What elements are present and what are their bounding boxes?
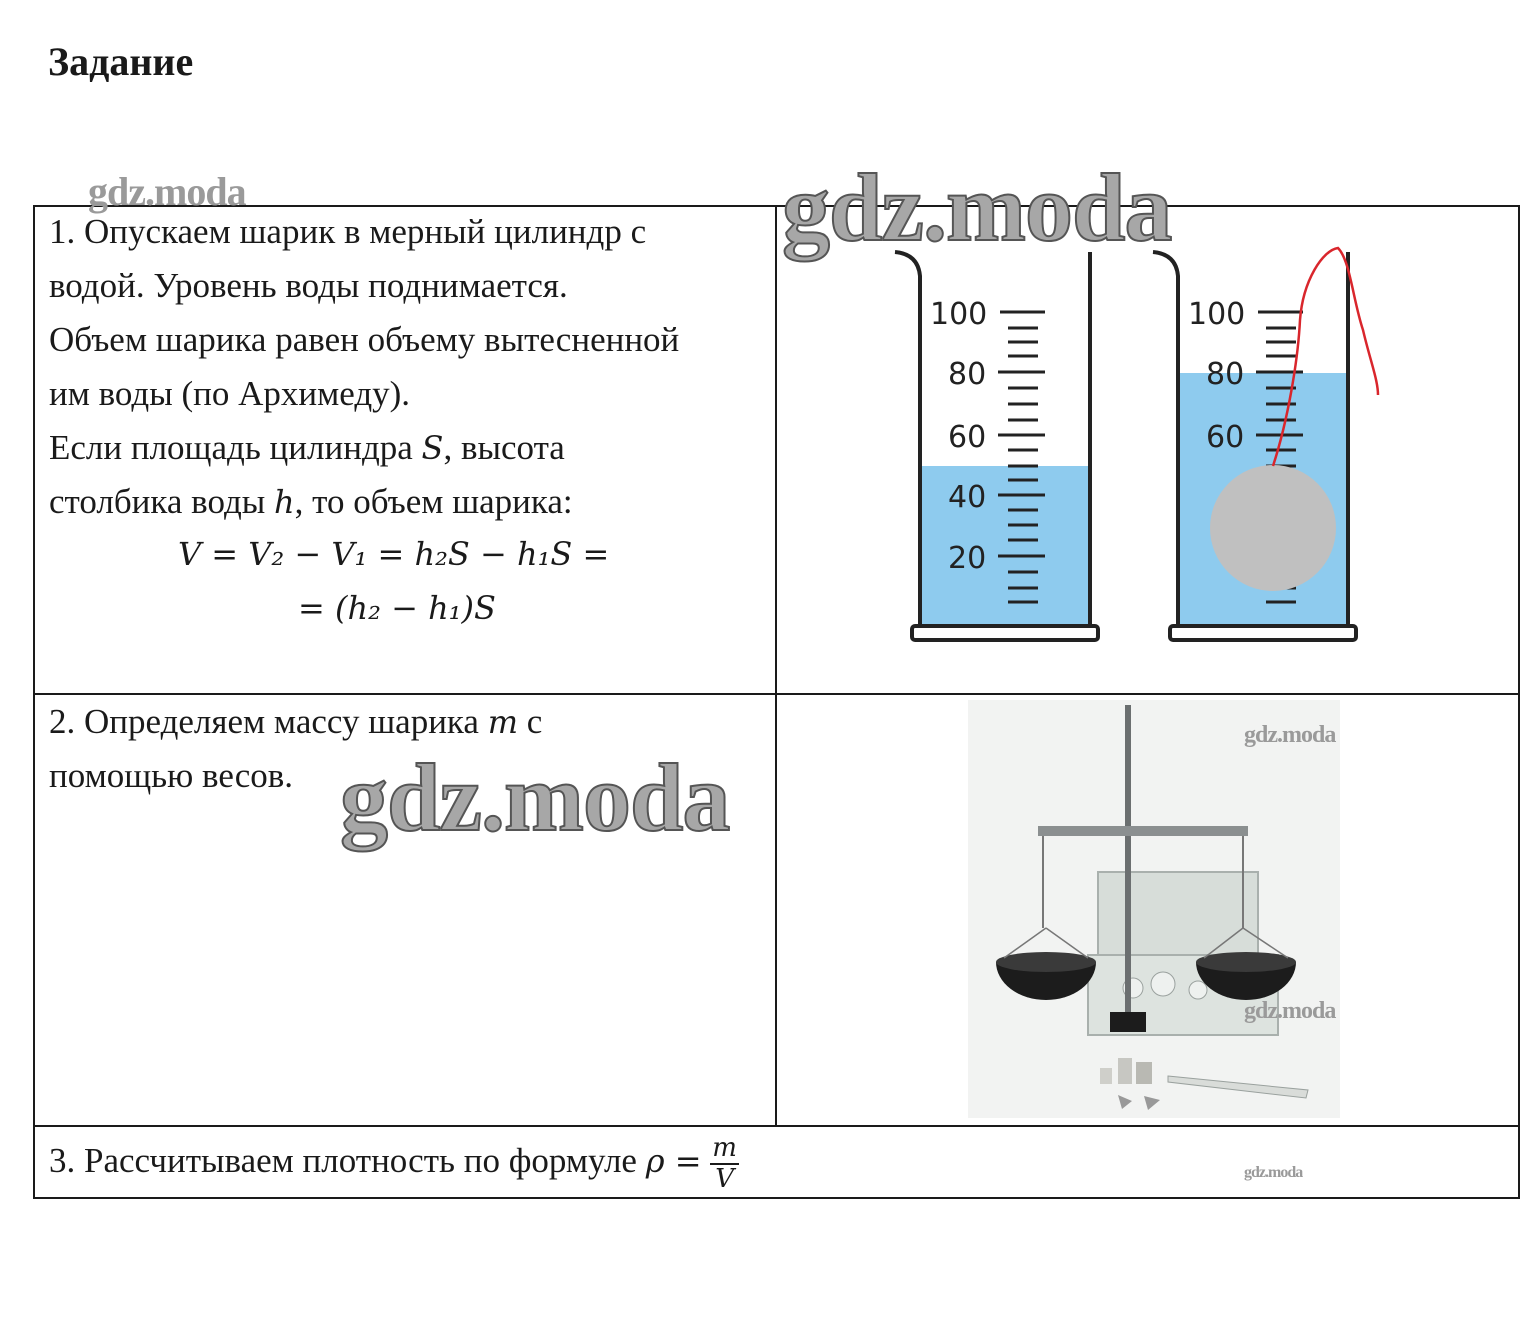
- step-1-line: [49, 475, 679, 529]
- watermark: gdz.moda: [1244, 1164, 1303, 1181]
- fraction-numerator: m: [712, 1133, 737, 1164]
- step-2-line: [49, 695, 542, 749]
- page-title: Задание: [48, 39, 194, 84]
- scale-label: 80: [948, 357, 987, 392]
- measuring-cylinders-illustration: [880, 240, 1380, 650]
- cylinder-base: [1170, 626, 1356, 640]
- cylinder-before: [895, 252, 1098, 640]
- step-1-line: им воды (по Архимеду).: [49, 374, 411, 413]
- text-fragment: Если площадь цилиндра: [49, 428, 422, 467]
- watermark: gdz.moda: [1244, 998, 1336, 1024]
- weights-case-lid: [1098, 872, 1258, 962]
- scale-label: 40: [948, 480, 987, 515]
- watermark: gdz.moda: [782, 154, 1172, 261]
- scale-beam: [1038, 826, 1248, 836]
- cylinder-after: [1153, 248, 1378, 640]
- step-3-text: [49, 1127, 739, 1195]
- water-before: [920, 466, 1090, 626]
- text-fragment: столбика воды: [49, 482, 275, 521]
- table-border-right: [1518, 205, 1520, 1199]
- weight: [1136, 1062, 1152, 1084]
- watermark: gdz.moda: [1244, 722, 1336, 748]
- step-1-line: 1. Опускаем шарик в мерный цилиндр с: [49, 212, 647, 251]
- scale-label: 20: [948, 541, 987, 576]
- text-fragment: с: [518, 702, 543, 741]
- scale-label: 60: [1206, 420, 1245, 455]
- step-2-line: помощью весов.: [49, 756, 294, 795]
- scale-foot: [1110, 1012, 1146, 1032]
- text-fragment: , то объем шарика:: [294, 482, 573, 521]
- step-1-line: водой. Уровень воды поднимается.: [49, 266, 568, 305]
- text-fragment: 3. Рассчитываем плотность по формуле: [49, 1141, 646, 1180]
- weight: [1118, 1058, 1132, 1084]
- table-border-left: [33, 205, 35, 1199]
- column-divider: [775, 205, 777, 1127]
- scale-label: 80: [1206, 357, 1245, 392]
- watermark: gdz.moda: [340, 744, 730, 851]
- var-s: S: [421, 429, 444, 467]
- text-fragment: , высота: [443, 428, 565, 467]
- balance-scale-illustration: [968, 700, 1340, 1118]
- table-border-bottom: [33, 1197, 1520, 1199]
- text-fragment: 2. Определяем массу шарика: [49, 702, 488, 741]
- scale-label: 60: [948, 420, 987, 455]
- volume-formula-line-2: = (h₂ − h₁)S: [298, 589, 496, 627]
- scale-label: 100: [930, 297, 988, 332]
- weight: [1100, 1068, 1112, 1084]
- fraction-denominator: V: [715, 1163, 734, 1194]
- density-lhs: ρ =: [645, 1142, 702, 1180]
- step-1-text: [49, 205, 679, 529]
- volume-formula-line-1: V = V₂ − V₁ = h₂S − h₁S =: [178, 535, 610, 573]
- step-1-line: [49, 421, 679, 475]
- var-h: h: [274, 483, 295, 521]
- scale-label: 100: [1188, 297, 1246, 332]
- watermark: gdz.moda: [88, 169, 246, 214]
- cylinder-base: [912, 626, 1098, 640]
- step-1-line: Объем шарика равен объему вытесненной: [49, 320, 680, 359]
- density-fraction: [710, 1134, 739, 1193]
- var-m: m: [487, 703, 519, 741]
- ball: [1210, 465, 1336, 591]
